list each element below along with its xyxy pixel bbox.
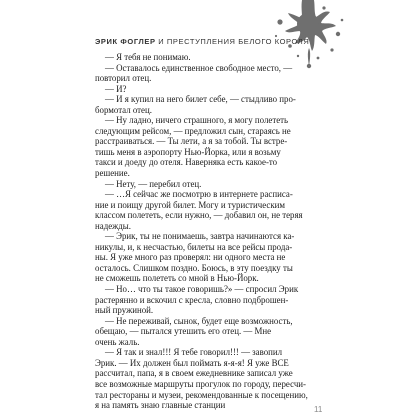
text-line: расстраиваться. — Ты лети, а я за тобой. Ты встре- <box>95 136 288 147</box>
text-line: — Нету, — перебил отец. <box>105 178 202 189</box>
text-line: ный пружиной. <box>95 305 154 316</box>
header-book-title: И ПРЕСТУПЛЕНИЯ БЕЛОГО КОРОЛЯ <box>158 37 310 46</box>
text-line: ние и поищу другой билет. Могу и туристическим <box>95 199 285 210</box>
page-body-text <box>95 52 329 411</box>
text-line: тишь меня в аэропорту Нью-Йорка, или я возьму <box>95 146 281 157</box>
text-line: ны. Я уже много раз проверял: ни одного места не <box>95 252 286 263</box>
text-line: никулы, и, к несчастью, билеты на все рейсы прода- <box>95 241 293 252</box>
page-number: 11 <box>314 405 323 414</box>
text-line: обещаю, — пытался утешить его отец. — Мне <box>95 326 272 337</box>
text-line: рассчитал, папа, я в своем ежедневнике записал уже <box>95 368 293 379</box>
text-line: не сможешь полететь со мной в Нью-Йорк. <box>95 273 259 284</box>
text-line: все возможные маршруты прогулок по городу, пересчи- <box>95 378 307 389</box>
header-author: ЭРИК ФОГЛЕР <box>95 37 156 46</box>
text-line: — Я тебя не понимаю. <box>105 52 191 62</box>
running-header <box>95 37 335 46</box>
text-line: повторил отец. <box>95 73 152 84</box>
text-line: — И? <box>105 83 127 94</box>
text-line: я на память знаю главные станции <box>95 400 226 411</box>
text-line: — Я так и знал!!! Я тебе говорил!!! — завопил <box>105 347 283 358</box>
text-line: — Ну ладно, ничего страшного, я могу полететь <box>105 115 289 126</box>
text-line: такси и доеду до отеля. Наверняка есть какое-то <box>95 157 278 168</box>
text-line: осталось. Слишком поздно. Боюсь, в эту поездку ты <box>95 262 293 273</box>
text-line: решение. <box>95 168 130 179</box>
text-line: надежды. <box>95 220 131 231</box>
text-line: — Но… что ты такое говоришь?» — спросил Эрик <box>105 284 299 295</box>
text-line: очень жаль. <box>95 336 140 347</box>
text-line: следующим рейсом, — предложил сын, стараясь не <box>95 125 291 136</box>
text-line: — И я купил на него билет себе, — стыдливо про- <box>105 94 296 105</box>
text-line: тал рестораны и музеи, рекомендованные к посещению, <box>95 389 308 400</box>
text-line: — Не переживай, сынок, будет еще возможность, <box>105 315 293 326</box>
text-line: — Оставалось единственное свободное место, — <box>105 62 293 73</box>
text-line: Эрик. — Их должен был поймать я-я-я! Я уже ВСЕ <box>95 357 289 368</box>
text-line: — Эрик, ты не понимаешь, завтра начинаются ка- <box>105 231 295 242</box>
text-line: — …Я сейчас же посмотрю в интернете расписа- <box>105 189 293 200</box>
text-line: бормотал отец. <box>95 104 152 115</box>
text-line: растерянно и вскочил с кресла, словно подброшен- <box>95 294 289 305</box>
text-line: классом полететь, если нужно, — добавил он, не теряя <box>95 210 303 221</box>
